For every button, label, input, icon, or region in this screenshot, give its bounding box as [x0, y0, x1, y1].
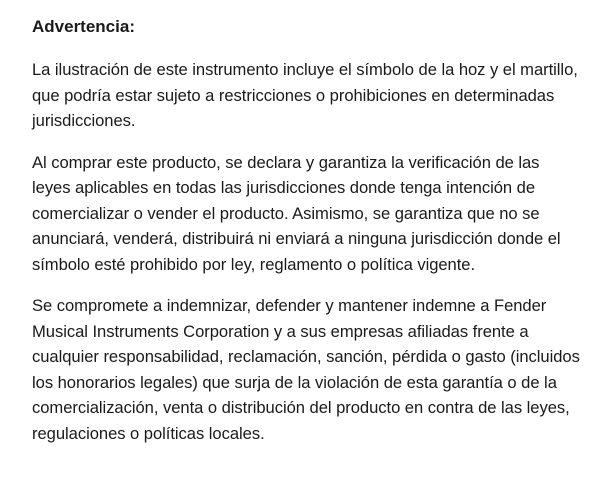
warning-paragraph-compliance: Al comprar este producto, se declara y garantiza la verificación de las leyes aplicables en todas las jurisdicciones donde tenga intención de comercializar o vender el producto. Asimismo, se garantiza que no se anunciará, venderá, distribuirá ni enviará a ninguna jurisdicción donde el símbolo esté prohibido por ley, reglamento o política vigente.	[32, 152, 561, 274]
warning-paragraph-indemnification: Se compromete a indemnizar, defender y mantener indemne a Fender Musical Instruments Corporation y a sus empresas afiliadas frente a cualquier responsabilidad, reclamación, sanción, pérdida o gasto (incluidos los honorarios legales) que surja de la violación de esta garantía o de la comercialización, venta o distribución del producto en contra de las leyes, regulaciones o políticas locales.	[32, 296, 580, 443]
warning-paragraph-symbol: La ilustración de este instrumento incluye el símbolo de la hoz y el martillo, que podría estar sujeto a restricciones o prohibiciones en determinadas jurisdicciones.	[32, 60, 578, 130]
warning-title: Advertencia:	[32, 17, 135, 36]
